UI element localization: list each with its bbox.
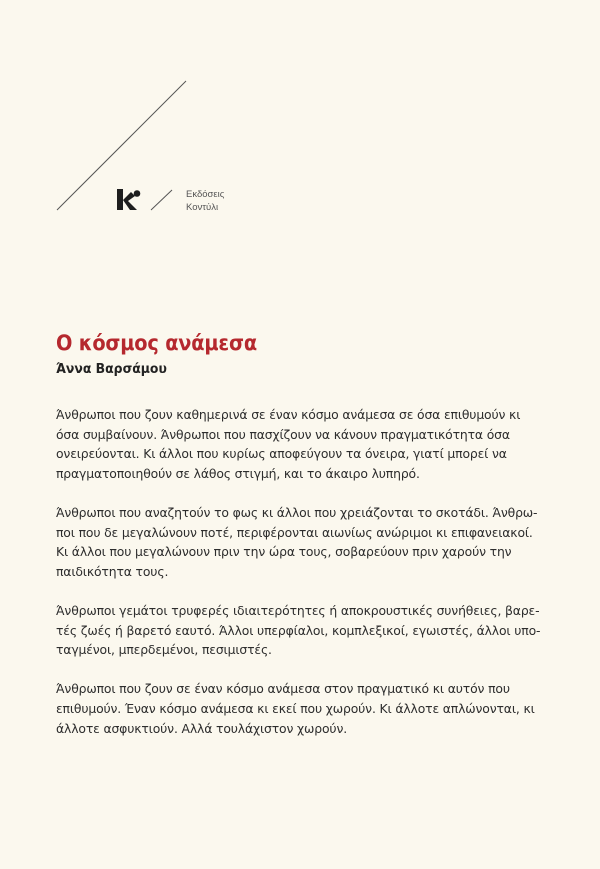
publisher-name-line2: Κοντύλι	[186, 202, 219, 213]
description-paragraph-3	[56, 601, 546, 660]
description-paragraph-1	[56, 405, 546, 483]
text-line: Άνθρωποι που ζουν σε έναν κόσμο ανάμεσα στον πραγματικό κι αυτόν που	[56, 681, 510, 697]
publisher-name-line1: Εκδόσεις	[186, 189, 225, 200]
k-logo-icon	[117, 189, 177, 213]
text-line: όσα συμβαίνουν. Άνθρωποι που πασχίζουν να κάνουν πραγματικότητα όσα	[56, 426, 510, 442]
text-line: ταγμένοι, μπερδεμένοι, πεσιμιστές.	[56, 642, 272, 658]
text-line: άλλοτε ασφυκτιούν. Αλλά τουλάχιστον χωρούν.	[56, 720, 347, 736]
text-line: ποι που δε μεγαλώνουν ποτέ, περιφέρονται αιωνίως ανώριμοι κι επιφανειακοί.	[56, 524, 533, 540]
book-title: Ο κόσμος ανάμεσα	[56, 331, 257, 355]
description-paragraph-4	[56, 679, 546, 738]
text-line: τές ζωές ή βαρετό εαυτό. Άλλοι υπερφίαλοι, κομπλεξικοί, εγωιστές, άλλοι υπο-	[56, 622, 541, 638]
book-author: Άννα Βαρσάμου	[56, 361, 167, 377]
text-line: Άνθρωποι γεμάτοι τρυφερές ιδιαιτερότητες ή αποκρουστικές συνήθειες, βαρε-	[56, 602, 540, 618]
text-line: επιθυμούν. Έναν κόσμο ανάμεσα κι εκεί που χωρούν. Κι άλλοτε απλώνονται, κι	[56, 700, 535, 716]
text-line: Άνθρωποι που αναζητούν το φως κι άλλοι που χρειάζονται το σκοτάδι. Άνθρω-	[56, 504, 538, 520]
text-line: πραγματοποιηθούν σε λάθος στιγμή, και το άκαιρο λυπηρό.	[56, 465, 420, 481]
description-paragraph-2	[56, 503, 546, 581]
text-line: Κι άλλοι που μεγαλώνουν πριν την ώρα τους, σοβαρεύουν πριν χαρούν την	[56, 544, 512, 560]
publisher-name	[186, 188, 224, 214]
decorative-diagonal-line	[0, 0, 600, 240]
text-line: παιδικότητα τους.	[56, 563, 169, 579]
book-description	[56, 405, 546, 758]
text-line: Άνθρωποι που ζουν καθημερινά σε έναν κόσμο ανάμεσα σε όσα επιθυμούν κι	[56, 407, 521, 422]
text-line: ονειρεύονται. Κι άλλοι που κυρίως αποφεύγουν τα όνειρα, γιατί μπορεί να	[56, 446, 507, 462]
